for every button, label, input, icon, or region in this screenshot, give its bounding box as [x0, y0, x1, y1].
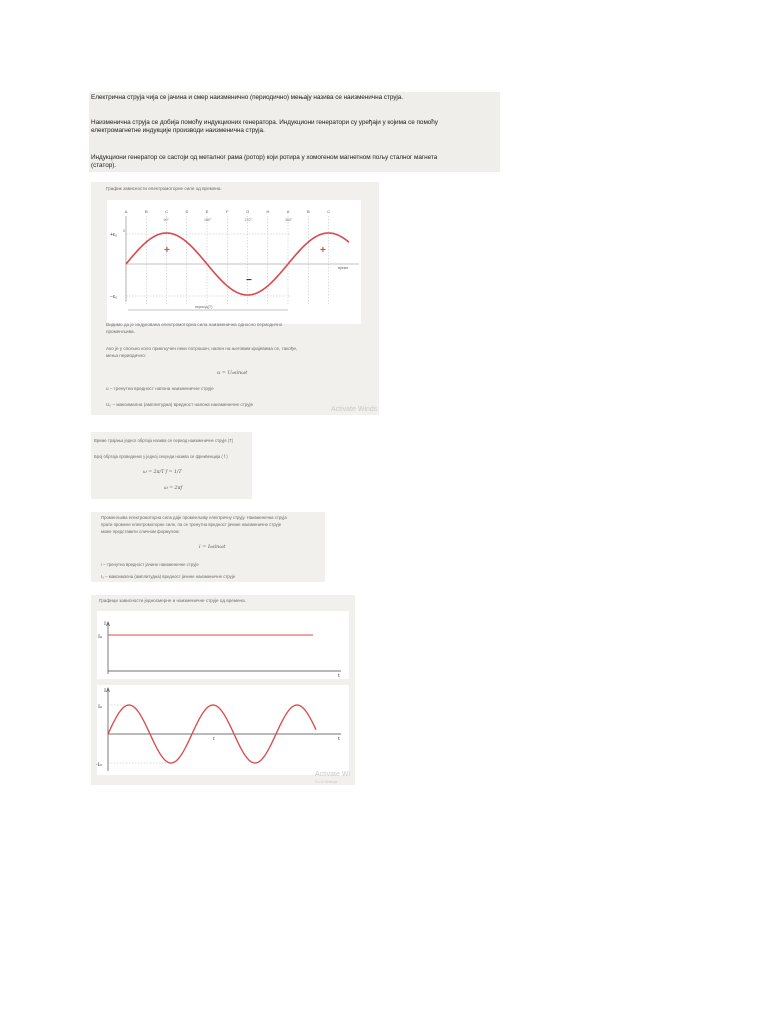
emf-plus-sign-2: +: [320, 245, 326, 256]
emf-letter-9: B: [306, 209, 310, 214]
voltage-formula: u = U₀sinωt: [217, 370, 248, 376]
intro-paragraph-3b: (статор).: [91, 162, 117, 169]
emf-letter-5: F: [225, 209, 229, 214]
ac-graph-background: [97, 685, 349, 775]
settings-watermark: Go to Settings: [315, 780, 338, 784]
dc-ac-figure: [91, 595, 355, 785]
current-def-1: i – тренутна вредност јачине наизменичне струје: [101, 562, 199, 567]
emf-minus-sign: −: [246, 275, 252, 286]
intro-paragraph-2a: Наизменична струја се добија помоћу индукционих генератора. Индукциони генератори су уређаји у којима се помоћу: [91, 119, 438, 126]
activate-watermark-2: Activate Wi: [315, 771, 351, 778]
emf-letter-0: A: [124, 209, 128, 214]
omega-period-formula: ω = 2π/T f = 1/T: [143, 470, 182, 475]
emf-letter-3: D: [185, 209, 189, 214]
ac-i0-label: I₀: [98, 704, 102, 710]
emf-letter-8: A: [286, 209, 290, 214]
emf-degree-3: 360°: [285, 218, 293, 222]
emf-degree-1: 180°: [204, 218, 212, 222]
frequency-text: Број обртаја проведених у једној секунди назива се фреквенција ( f ): [94, 454, 228, 459]
emf-letter-2: C: [165, 209, 169, 214]
frequency-block: [91, 432, 252, 499]
emf-degree-2: 270°: [244, 218, 252, 222]
ac-t-mid-label: t: [213, 737, 215, 742]
current-text-1: Променљива електромоторна сила даје променљиву електричну струју. Наизменична струја: [101, 515, 287, 520]
emf-plus-sign-1: +: [164, 245, 170, 256]
emf-text-4: мења периодично:: [106, 353, 146, 358]
intro-paragraph-1: Електрична струја чија се јачина и смер наизменично (периодично) мењају назива се наизменична струја.: [91, 94, 403, 101]
emf-text-3: Ако је у спољно коло прикључен неки потрошач, напон на његовим крајевима се, такође,: [106, 346, 298, 351]
emf-letter-10: C: [327, 209, 331, 214]
emf-plus-label: +ε₀: [110, 232, 118, 238]
emf-letter-4: E: [205, 209, 209, 214]
emf-caption: График зависности електромоторне силе од времена.: [106, 186, 222, 191]
dc-graph-background: [97, 611, 349, 679]
current-text-3: може представити сличном формулом:: [101, 529, 180, 534]
intro-block: [89, 92, 500, 172]
current-formula: i = I₀sinωt: [199, 544, 226, 550]
emf-degree-0: 90°: [163, 218, 169, 222]
emf-period-label: период(T): [195, 305, 213, 309]
intro-paragraph-3a: Индукциони генератор се састоји од металног рама (ротор) који ротира у хомогеном магнетном пољу сталног магнета: [91, 154, 438, 161]
voltage-def-1: u – тренутна вредност напона наизменичне струје: [106, 386, 214, 391]
intro-paragraph-2b: електромагнетне индукције производи наизменична струја.: [91, 127, 265, 134]
current-text-2: прати промене електромоторне силе, па се тренутна вредност јачине наизменичне струје: [101, 522, 282, 527]
emf-graph-background: [107, 200, 361, 324]
period-text: Време трајања једног обртаја назива се период наизменичне струје (T): [94, 438, 234, 443]
dc-t-label: t: [338, 673, 341, 679]
emf-letter-6: G: [246, 209, 250, 214]
activate-watermark-1: Activate Winds: [331, 406, 378, 413]
emf-figure: [91, 182, 379, 415]
emf-time-label: време: [338, 266, 349, 270]
dc-i-label: I: [104, 621, 106, 627]
dc-ac-graphs: [91, 595, 355, 785]
emf-minus-label: −ε₀: [110, 294, 118, 300]
voltage-def-2: U₀ – максимална (амплитудна) вредност напона наизменичне струје: [106, 402, 254, 407]
omega-frequency-formula: ω = 2πf: [164, 486, 183, 491]
ac-t-label: t: [338, 736, 341, 742]
current-formula-block: [91, 512, 325, 582]
current-def-2: I₀ – максимална (амплитудна) вредност јачине наизменичне струје: [101, 574, 236, 579]
emf-text-2: променљива.: [106, 329, 135, 334]
ac-i-label: I: [104, 688, 106, 694]
ac-minus-i0-label: -I₀: [96, 762, 102, 768]
emf-letter-7: H: [266, 209, 270, 214]
dc-i0-label: I₀: [98, 634, 102, 640]
emf-zero-label: 0: [123, 229, 125, 233]
emf-letter-1: B: [144, 209, 148, 214]
emf-graph: [91, 194, 379, 329]
emf-text-1: Видимо да је индукована електромоторна сила наизменична односно периодично: [106, 322, 283, 327]
dc-ac-caption: Графици зависности једносмерне и наизменичне струје од времена.: [99, 598, 246, 603]
